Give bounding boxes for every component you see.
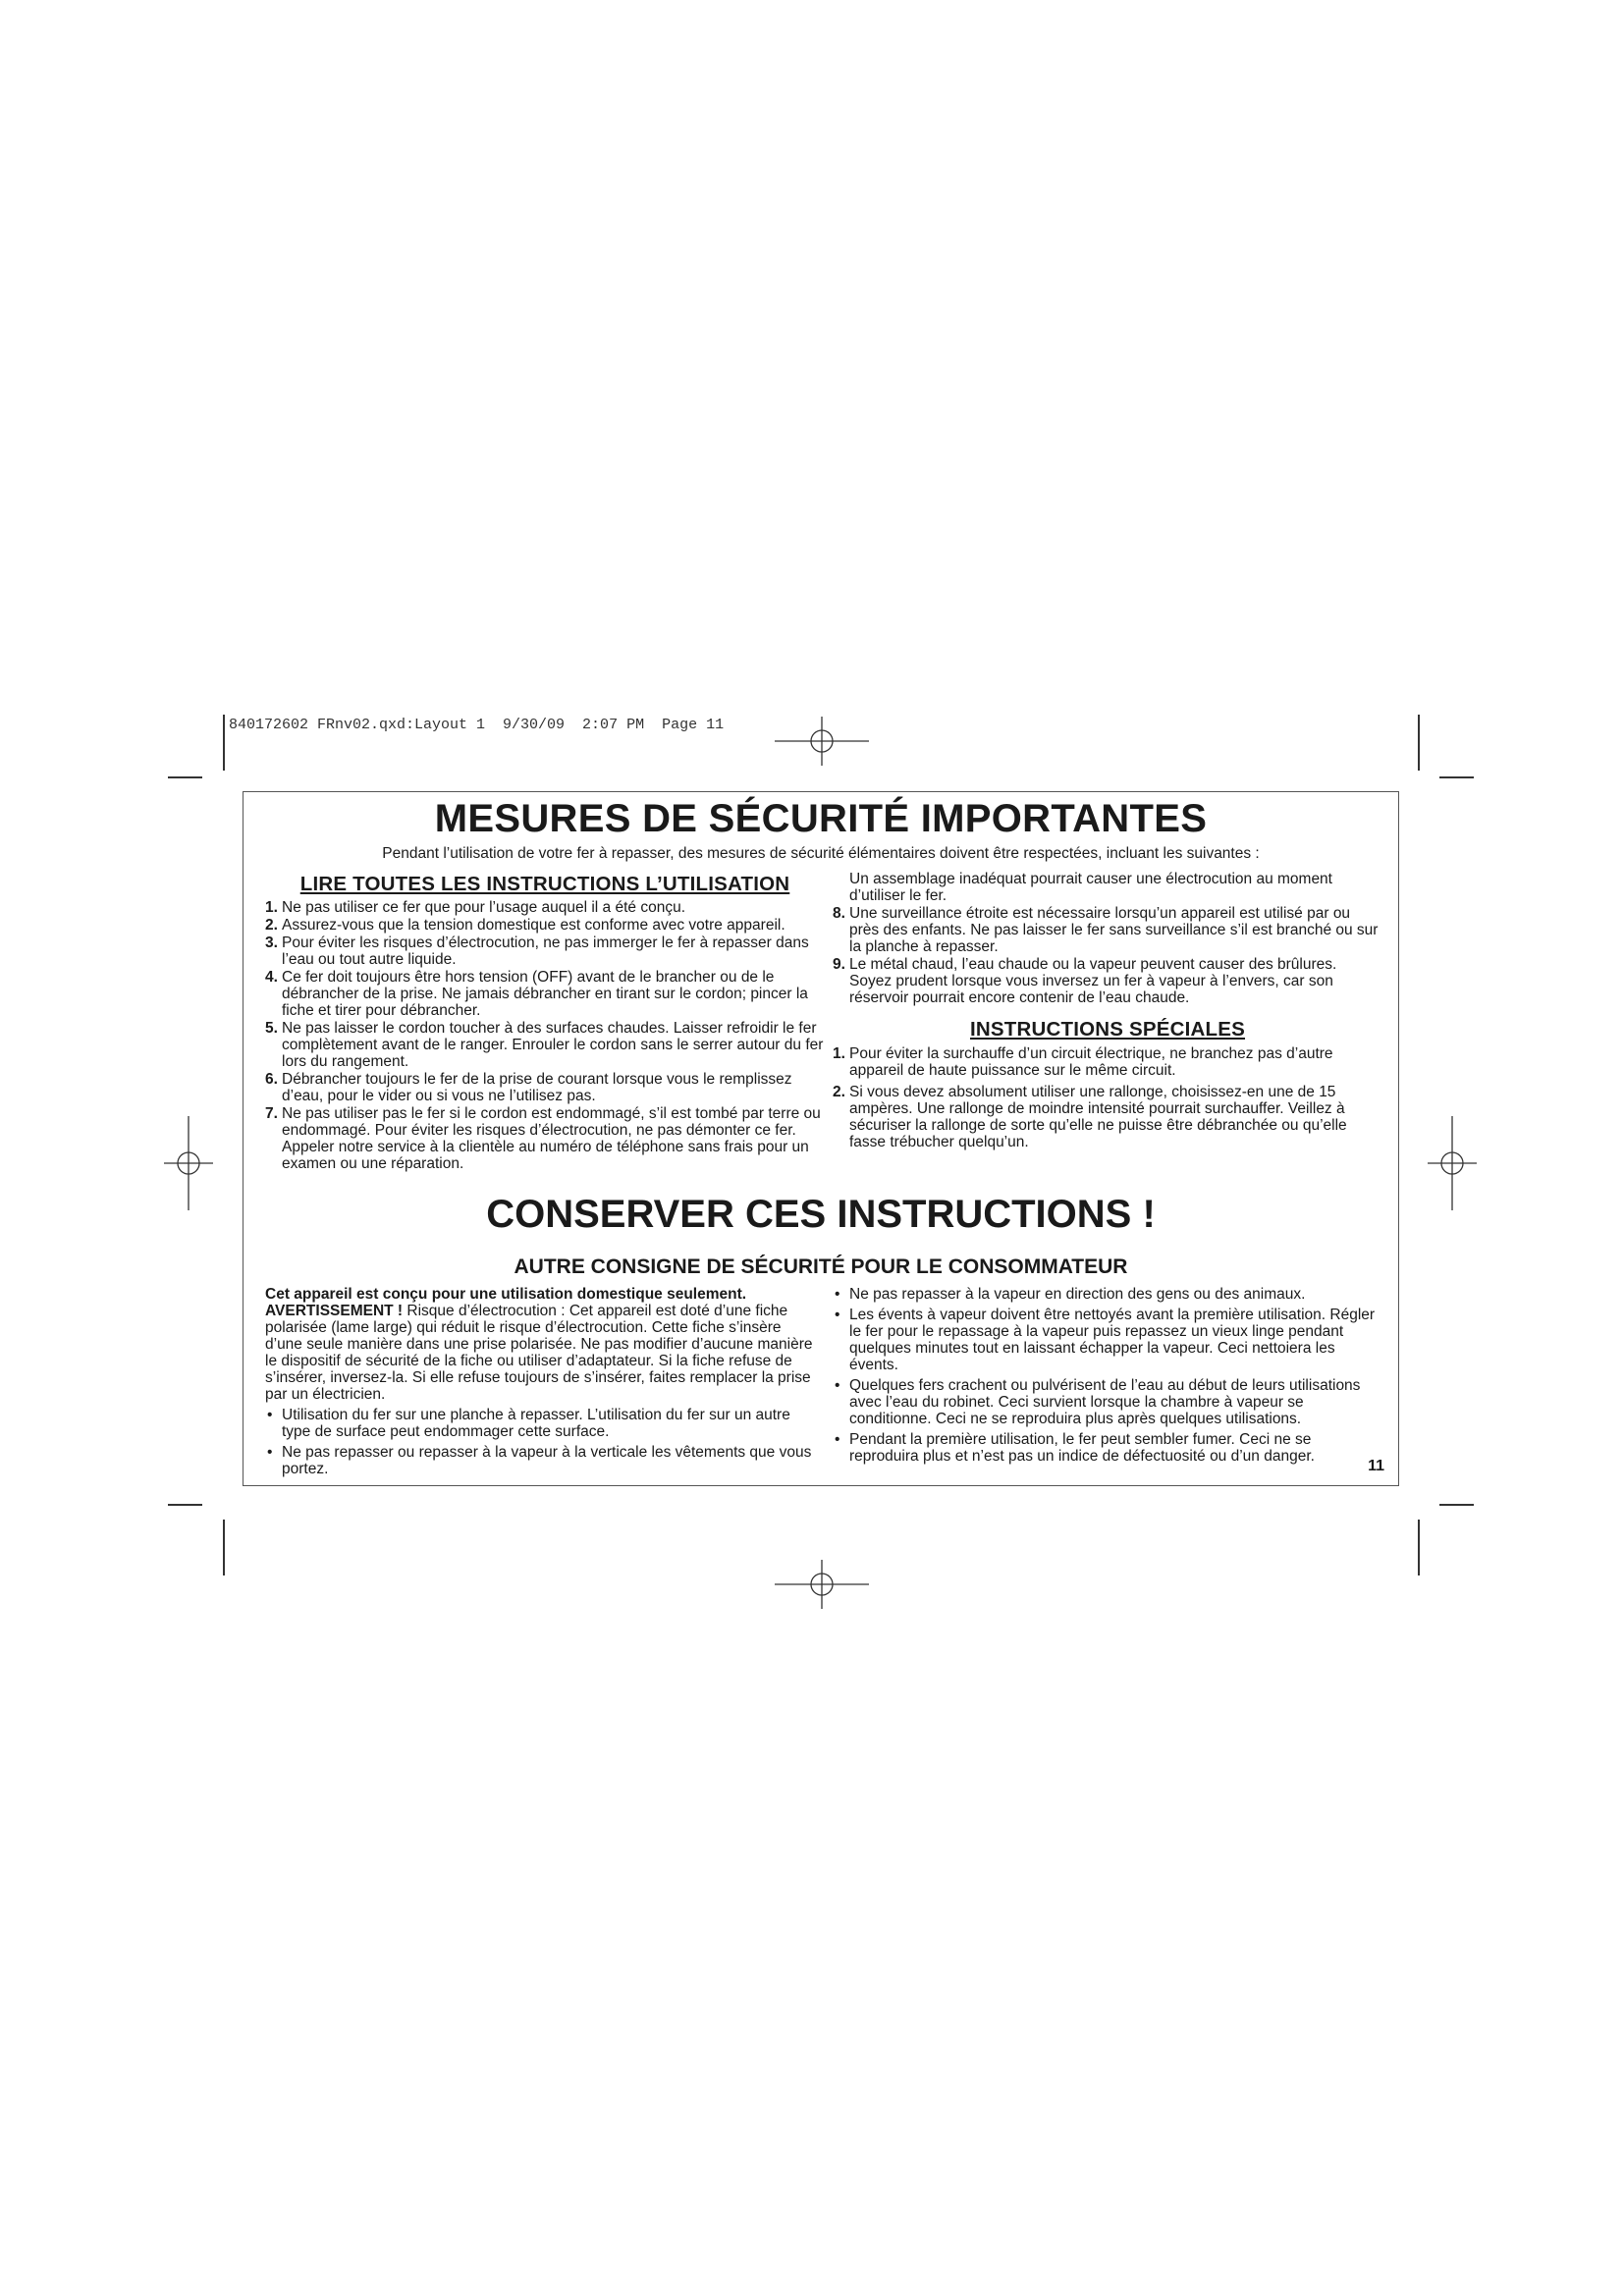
polarized-plug-warning: [265, 1303, 820, 1403]
bullet-icon: •: [835, 1286, 840, 1303]
right-column: [833, 871, 1382, 1151]
lire-heading: LIRE TOUTES LES INSTRUCTIONS L’UTILISATION: [299, 873, 790, 895]
bullet-text: Quelques fers crachent ou pulvérisent de l’eau au début de leurs utilisations avec l’eau du robinet. Ceci survient lorsque la chambre à vapeur se conditionne. Ceci ne se reproduira plus après quelques utilisations.: [849, 1377, 1361, 1427]
registration-mark-left-icon: [164, 1116, 213, 1210]
bullet-item: [833, 1286, 1382, 1303]
bullet-text: Ne pas repasser ou repasser à la vapeur à la verticale les vêtements que vous portez.: [282, 1444, 812, 1477]
registration-mark-top-icon: [775, 717, 869, 766]
list-item: [265, 1105, 825, 1172]
list-item: [265, 969, 825, 1019]
bullet-item: [833, 1307, 1382, 1373]
crop-mark-top-right-horizontal: [1439, 776, 1474, 778]
item-number: 9.: [833, 956, 845, 973]
item-number: 7.: [265, 1105, 278, 1122]
list-item: [265, 934, 825, 968]
bullet-item: [833, 1431, 1382, 1465]
page-number: 11: [1368, 1458, 1384, 1474]
list-item: [833, 905, 1382, 955]
item-text: Une surveillance étroite est nécessaire lorsqu’un appareil est utilisé par ou près des enfants. Ne pas laisser le fer sans surveillance s’il est branché ou sur la planche à repasser.: [849, 905, 1379, 955]
item-number: 4.: [265, 969, 278, 986]
list-item: [265, 1020, 825, 1070]
bullet-text: Ne pas repasser à la vapeur en direction des gens ou des animaux.: [849, 1286, 1306, 1303]
item-text: Pour éviter les risques d’électrocution, ne pas immerger le fer à repasser dans l’eau ou tout autre liquide.: [282, 934, 809, 968]
item-number: 1.: [265, 899, 278, 916]
registration-mark-right-icon: [1428, 1116, 1477, 1210]
household-use-note: Cet appareil est conçu pour une utilisation domestique seulement.: [265, 1286, 747, 1303]
bullet-item: [833, 1377, 1382, 1427]
list-item: [265, 899, 825, 916]
bullet-icon: •: [835, 1307, 840, 1323]
crop-mark-bottom-right-horizontal: [1439, 1504, 1474, 1506]
list-item: [833, 1084, 1382, 1150]
crop-mark-bottom-left-horizontal: [168, 1504, 202, 1506]
bullet-icon: •: [835, 1431, 840, 1448]
page-title: MESURES DE SÉCURITÉ IMPORTANTES: [434, 797, 1208, 840]
item-number: 2.: [265, 917, 278, 934]
list-item: [265, 917, 825, 934]
print-slug: 840172602 FRnv02.qxd:Layout 1 9/30/09 2:07 PM Page 11: [229, 717, 725, 733]
bullet-item: [265, 1407, 820, 1440]
item-text: Ne pas utiliser pas le fer si le cordon est endommagé, s’il est tombé par terre ou endommagé. Pour éviter les risques d’électrocution, ne pas démonter ce fer. Appeler notre service à la clientèle au numéro de téléphone sans frais pour un examen ou une réparation.: [282, 1105, 821, 1172]
warning-label: AVERTISSEMENT !: [265, 1303, 404, 1319]
autre-right-column: [833, 1286, 1382, 1465]
item-text: Ce fer doit toujours être hors tension (OFF) avant de le brancher ou de le débrancher de la prise. Ne jamais débrancher en tirant sur le cordon; pincer la fiche et tirer pour débrancher.: [282, 969, 808, 1019]
item-text: Assurez-vous que la tension domestique est conforme avec votre appareil.: [282, 917, 785, 934]
lire-list: [265, 899, 825, 1172]
item-number: 8.: [833, 905, 845, 922]
item-number: 5.: [265, 1020, 278, 1037]
item-number: 6.: [265, 1071, 278, 1088]
item-text: Ne pas laisser le cordon toucher à des surfaces chaudes. Laisser refroidir le fer complètement avant de le ranger. Enrouler le cordon sans le serrer autour du fer lors du rangement.: [282, 1020, 824, 1070]
list-item: [833, 1045, 1382, 1079]
item-number: 2.: [833, 1084, 845, 1100]
item-text: Ne pas utiliser ce fer que pour l’usage auquel il a été conçu.: [282, 899, 685, 916]
lire-section: [265, 873, 825, 1173]
list-item: [833, 956, 1382, 1006]
bullet-icon: •: [835, 1377, 840, 1394]
intro-text: Pendant l’utilisation de votre fer à repasser, des mesures de sécurité élémentaires doivent être respectées, incluant les suivantes :: [382, 845, 1260, 862]
speciales-heading: INSTRUCTIONS SPÉCIALES: [969, 1018, 1246, 1041]
item-text: Si vous devez absolument utiliser une rallonge, choisissez-en une de 15 ampères. Une rallonge de moindre intensité pourrait surchauffer. Veillez à sécuriser la rallonge de sorte qu’elle ne puisse être débranchée ou qu’elle fasse trébucher quelqu’un.: [849, 1084, 1347, 1150]
item-7-continuation: Un assemblage inadéquat pourrait causer une électrocution au moment d’utiliser le fer.: [849, 871, 1332, 904]
bullet-icon: •: [267, 1407, 273, 1423]
crop-mark-bottom-right-vertical: [1418, 1520, 1420, 1575]
bullet-text: Pendant la première utilisation, le fer peut sembler fumer. Ceci ne se reproduira plus et n’est pas un indice de défectuosité ou d’un danger.: [849, 1431, 1315, 1465]
bullet-text: Les évents à vapeur doivent être nettoyés avant la première utilisation. Régler le fer pour le repassage à la vapeur puis repassez un vieux linge pendant quelques minutes tout en laissant échapper la vapeur. Ceci nettoiera les évents.: [849, 1307, 1376, 1373]
bullet-text: Utilisation du fer sur une planche à repasser. L’utilisation du fer sur un autre type de surface peut endommager cette surface.: [282, 1407, 790, 1440]
autre-left-column: [265, 1286, 820, 1477]
item-text: Pour éviter la surchauffe d’un circuit électrique, ne branchez pas d’autre appareil de haute puissance sur le même circuit.: [849, 1045, 1333, 1079]
autre-heading: AUTRE CONSIGNE DE SÉCURITÉ POUR LE CONSOMMATEUR: [514, 1255, 1128, 1278]
list-item: [265, 1071, 825, 1104]
crop-mark-top-right-vertical: [1418, 715, 1420, 771]
item-number: 1.: [833, 1045, 845, 1062]
item-text: Débrancher toujours le fer de la prise de courant lorsque vous le remplissez d’eau, pour le vider ou si vous ne l’utilisez pas.: [282, 1071, 792, 1104]
lire-list-continued: [833, 905, 1382, 1006]
crop-mark-top-left-horizontal: [168, 776, 202, 778]
warning-text: Risque d’électrocution : Cet appareil est doté d’une fiche polarisée (lame large) qui réduit le risque d’électrocution. Cette fiche s’insère d’une seule manière dans une prise polarisée. Ne pas modifier d’aucune manière le dispositif de sécurité de la fiche ou utiliser d’adaptateur. Si la fiche refuse de s’insérer, inversez-la. Si elle refuse toujours de s’insérer, faites remplacer la prise par un électricien.: [265, 1303, 813, 1403]
item-number: 3.: [265, 934, 278, 951]
bullet-item: [265, 1444, 820, 1477]
speciales-list: [833, 1045, 1382, 1150]
crop-mark-top-left-vertical: [223, 715, 225, 771]
conserver-title: CONSERVER CES INSTRUCTIONS !: [486, 1193, 1156, 1236]
bullet-icon: •: [267, 1444, 273, 1461]
crop-mark-bottom-left-vertical: [223, 1520, 225, 1575]
item-text: Le métal chaud, l’eau chaude ou la vapeur peuvent causer des brûlures. Soyez prudent lorsque vous inversez un fer à vapeur à l’envers, car son réservoir pourrait encore contenir de l’eau chaude.: [849, 956, 1337, 1006]
safety-instructions-panel: [243, 791, 1399, 1486]
registration-mark-bottom-icon: [775, 1560, 869, 1609]
